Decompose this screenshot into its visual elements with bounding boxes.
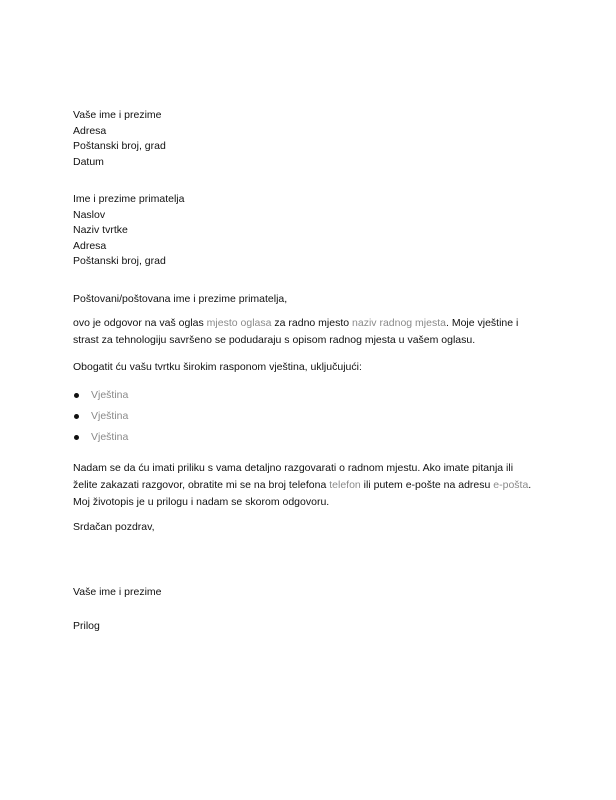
paragraph-skills-intro: [73, 359, 553, 376]
sender-block: [73, 108, 553, 170]
placeholder-phone: telefon: [329, 479, 361, 491]
enclosure-block: [73, 618, 553, 635]
salutation: Poštovani/poštovana ime i prezime primatelja,: [73, 293, 288, 305]
intro-text-c: . Moje vještine i: [445, 317, 519, 329]
intro-text-b: za radno mjesto: [271, 317, 353, 329]
signature-block: [73, 584, 553, 601]
contact-text-c: .: [528, 479, 532, 491]
contact-text-b: ili putem e-pošte na adresu: [360, 479, 494, 491]
bullet-icon: [74, 393, 79, 398]
skill-placeholder: Vještina: [91, 431, 129, 443]
recipient-address: Adresa: [73, 239, 107, 252]
enclosure-label: Prilog: [73, 620, 100, 632]
placeholder-job-title: naziv radnog mjesta: [352, 317, 446, 329]
sender-postal: Poštanski broj, grad: [73, 140, 166, 152]
list-item: [74, 385, 554, 406]
recipient-name: Ime i prezime primatelja: [73, 193, 185, 205]
recipient-company: Naziv tvrtke: [73, 224, 128, 236]
signature-name: Vaše ime i prezime: [73, 586, 162, 598]
paragraph-contact-line-2: [73, 477, 553, 494]
paragraph-contact: [73, 460, 553, 511]
sender-name: Vaše ime i prezime: [73, 109, 162, 121]
bullet-icon: [74, 414, 79, 419]
placeholder-email: e-pošta: [493, 479, 529, 491]
paragraph-intro-line-2: strast za tehnologiju savršeno se podudaraju s opisom radnog mjesta u vašem oglasu.: [73, 334, 476, 346]
list-item: [74, 427, 554, 448]
sender-date: Datum: [73, 155, 104, 168]
placeholder-job-ad-source: mjesto oglasa: [206, 317, 272, 329]
list-item: [74, 406, 554, 427]
closing: Srdačan pozdrav,: [73, 521, 155, 533]
skill-placeholder: Vještina: [91, 410, 129, 422]
skill-placeholder: Vještina: [91, 389, 129, 401]
skills-intro-text: Obogatit ću vašu tvrtku širokim rasponom vještina, uključujući:: [73, 361, 362, 373]
paragraph-contact-line-1: Nadam se da ću imati priliku s vama detaljno razgovarati o radnom mjestu. Ako imate pitanja ili: [73, 462, 514, 474]
recipient-title: Naslov: [73, 208, 106, 221]
paragraph-contact-line-3: Moj životopis je u prilogu i nadam se skorom odgovoru.: [73, 496, 330, 508]
recipient-block: [73, 192, 553, 270]
salutation-block: [73, 291, 553, 308]
sender-address: Adresa: [73, 124, 107, 137]
closing-block: [73, 519, 553, 536]
skills-list: [74, 385, 554, 448]
bullet-icon: [74, 435, 79, 440]
intro-text-a: ovo je odgovor na vaš oglas: [73, 317, 207, 329]
paragraph-intro-line-1: [73, 315, 553, 332]
contact-text-a: želite zakazati razgovor, obratite mi se na broj telefona: [73, 479, 330, 491]
paragraph-intro: [73, 315, 553, 349]
recipient-postal: Poštanski broj, grad: [73, 255, 166, 267]
